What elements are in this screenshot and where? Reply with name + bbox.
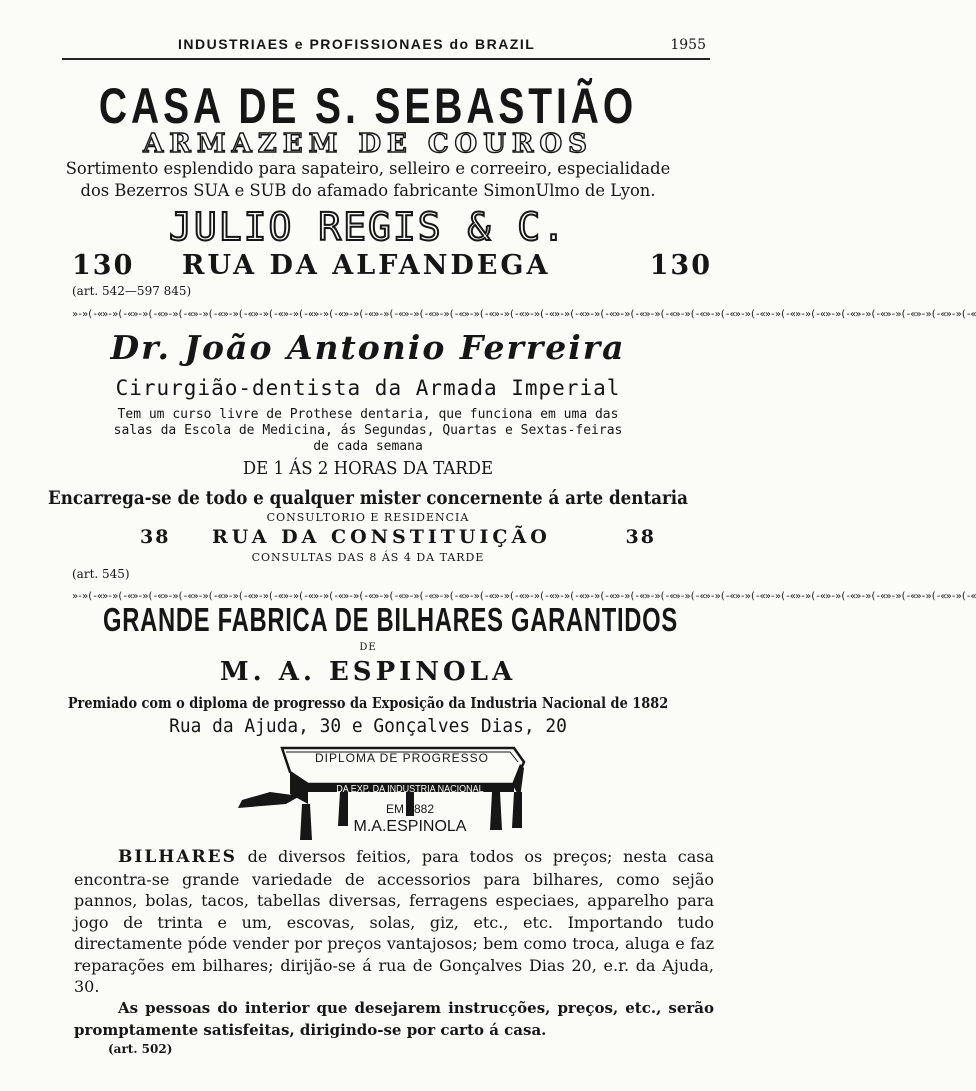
ad3-body bbox=[74, 846, 714, 998]
ad1-firm: JULIO REGIS & C. bbox=[168, 205, 568, 249]
header-title: INDUSTRIAES e PROFISSIONAES do BRAZIL bbox=[178, 36, 536, 52]
ad2-course-line3: de cada semana bbox=[313, 439, 423, 454]
ad2-hours: DE 1 ÁS 2 HORAS DA TARDE bbox=[242, 458, 494, 479]
header-rule bbox=[62, 58, 710, 60]
fig-line2: DA EXP. DA INDUSTRIA NACIONAL bbox=[336, 784, 484, 795]
ad2-services: Encarrega-se de todo e qualquer mister concernente á arte dentaria bbox=[47, 487, 689, 509]
ad2-course-line1: Tem um curso livre de Prothese dentaria, que funciona em uma das bbox=[117, 407, 619, 422]
running-header bbox=[62, 34, 710, 64]
fig-line1: DIPLOMA DE PROGRESSO bbox=[314, 751, 490, 765]
fig-line3: EM 1882 bbox=[385, 802, 435, 816]
ad2-street: RUA DA CONSTITUIÇÃO bbox=[212, 526, 551, 548]
ad3-de: DE bbox=[359, 642, 377, 653]
ad1-street-num-left: 130 bbox=[72, 250, 135, 281]
ad3-body-text: de diversos feitios, para todos os preços; nesta casa encontra-se grande variedade de accessorios para bilhares, como sejão pannos, bolas, tacos, tabellas diversas, ferragens especiaes, apparelho para jogo de trinta e um, escovas, solas, giz, etc., etc. Importando tudo directamente póde vender por preços vantajosos; bem como troca, aluga e faz reparações em bilhares; dirijão-se á rua de Gonçalves Dias 20, e.r. da Ajuda, 30. bbox=[74, 847, 714, 996]
ad3-address: Rua da Ajuda, 30 e Gonçalves Dias, 20 bbox=[169, 715, 567, 737]
ad1-street: RUA DA ALFANDEGA bbox=[182, 250, 551, 281]
ad1-street-num-right: 130 bbox=[649, 250, 712, 281]
ad1-subtitle: ARMAZEM DE COUROS bbox=[143, 129, 593, 159]
ad3-title: GRANDE FABRICA DE BILHARES GARANTIDOS bbox=[103, 601, 678, 638]
ad3-closing: As pessoas do interior que desejarem instrucções, preços, etc., serão promptamente satisfeitas, dirigindo-se por carto á casa. bbox=[74, 999, 714, 1039]
ad1-desc-line1: Sortimento esplendido para sapateiro, selleiro e correeiro, especialidade bbox=[65, 159, 671, 179]
fig-line4: M.A.ESPINOLA bbox=[353, 818, 467, 835]
ad1-art: (art. 542—597 845) bbox=[72, 284, 192, 298]
ad2-course-line2: salas da Escola de Medicina, ás Segundas, Quartas e Sextas-feiras bbox=[113, 423, 623, 438]
ornamental-border-1: »-»(-«»-»(-«»-»(-«»-»(-«»-»(-«»-»(-«»-»(-«»-»(-«»-»(-«»-»(-«»-»(-«»-»(-«»-»(-«»-»(-«»-»(-«»-»(-«»-»(-«»-»(-«»-»(-«»-»(-«»-»(-«»-»(-«»-»(-«»-»(-«»-»(-«»-»(-«»-»(-«»-»(-«»-»(-«»-»(-« bbox=[72, 309, 976, 320]
ad2-street-num-left: 38 bbox=[140, 526, 171, 548]
ad3-body-lead: BILHARES bbox=[118, 847, 237, 867]
ad2-office: CONSULTORIO E RESIDENCIA bbox=[266, 511, 470, 524]
ad1-name: CASA DE S. SEBASTIÃO bbox=[98, 78, 638, 134]
ad2-name: Dr. João Antonio Ferreira bbox=[110, 328, 626, 367]
ad3-art: (art. 502) bbox=[108, 1042, 173, 1056]
ad1-desc-line2: dos Bezerros SUA e SUB do afamado fabricante SimonUlmo de Lyon. bbox=[80, 181, 656, 201]
ad3-award: Premiado com o diploma de progresso da Exposição da Industria Nacional de 1882 bbox=[67, 694, 669, 712]
ad3-owner: M. A. ESPINOLA bbox=[219, 657, 517, 687]
ad2-role: Cirurgião-dentista da Armada Imperial bbox=[115, 376, 621, 400]
ad1-street-row bbox=[72, 250, 712, 284]
ad2-consult: CONSULTAS DAS 8 ÁS 4 DA TARDE bbox=[251, 551, 485, 564]
ad2-street-row bbox=[140, 526, 656, 552]
ornamental-border-2: »-»(-«»-»(-«»-»(-«»-»(-«»-»(-«»-»(-«»-»(-«»-»(-«»-»(-«»-»(-«»-»(-«»-»(-«»-»(-«»-»(-«»-»(-«»-»(-«»-»(-«»-»(-«»-»(-«»-»(-«»-»(-«»-»(-«»-»(-«»-»(-«»-»(-«»-»(-«»-»(-«»-»(-«»-»(-«»-»(-« bbox=[72, 591, 976, 602]
ad2-street-num-right: 38 bbox=[625, 526, 656, 548]
billiard-table-illustration bbox=[230, 744, 530, 844]
ad2-art: (art. 545) bbox=[72, 567, 130, 581]
page-number: 1955 bbox=[670, 37, 706, 53]
